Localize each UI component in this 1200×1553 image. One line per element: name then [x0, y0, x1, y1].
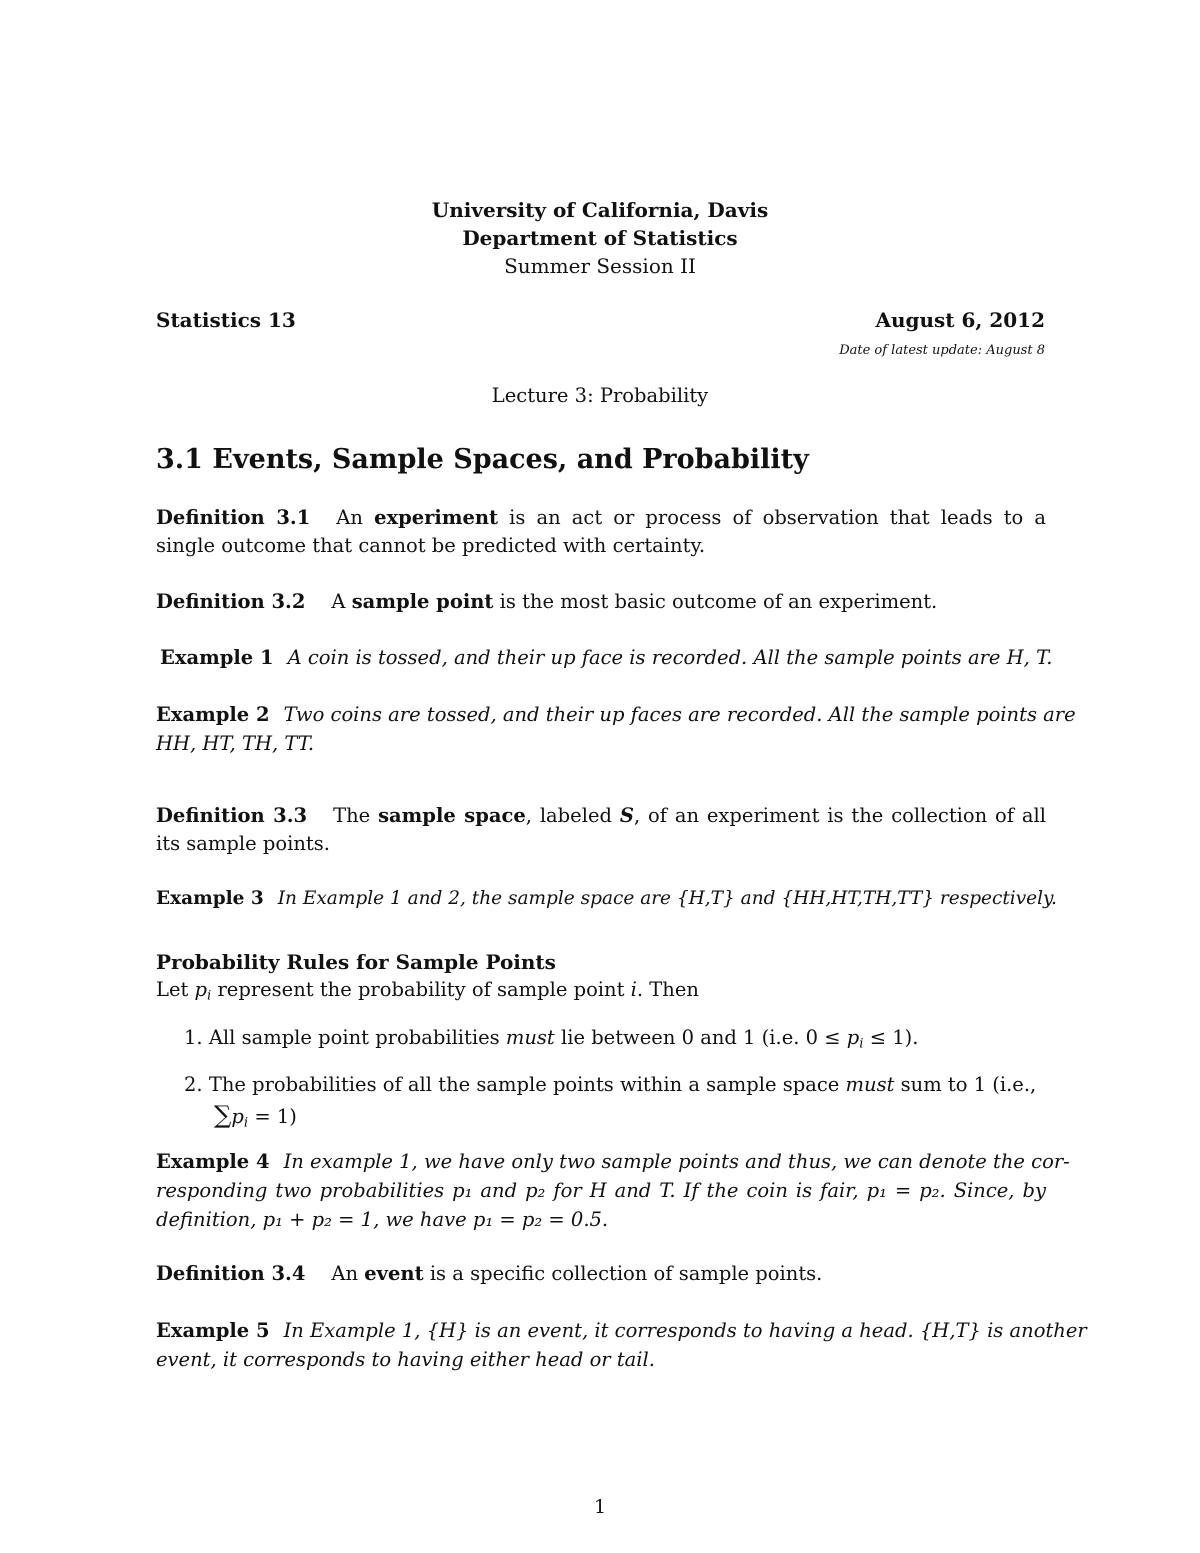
example-label: Example 1 — [160, 646, 274, 669]
university-name: University of California, Davis — [431, 198, 769, 222]
example-label: Example 4 — [156, 1150, 270, 1173]
example-label: Example 3 — [156, 888, 264, 909]
rules-text: = 1) — [254, 1105, 297, 1128]
lecture-title: Lecture 3: Probability — [491, 384, 709, 407]
example-3 — [156, 890, 1057, 909]
rules-intro — [156, 978, 699, 1004]
definition-3-3-line2: its sample points. — [156, 832, 330, 855]
definition-3-3 — [156, 806, 1046, 826]
example-4 — [156, 1150, 1070, 1173]
example-label: Example 2 — [156, 703, 270, 726]
definition-label: Definition 3.1 — [156, 506, 311, 529]
definition-term: experiment — [374, 506, 499, 529]
rules-text: . Then — [636, 978, 699, 1001]
definition-text: The — [333, 804, 371, 827]
definition-text: is a specific collection of sample points. — [429, 1262, 823, 1285]
emphasis-text: must — [505, 1026, 555, 1049]
list-number: 2. — [184, 1073, 203, 1096]
lecture-date: August 6, 2012 — [875, 308, 1045, 332]
example-label: Example 5 — [156, 1319, 270, 1342]
rules-heading: Probability Rules for Sample Points — [156, 950, 556, 974]
rules-text: represent the probability of sample point — [217, 978, 625, 1001]
example-text: Two coins are tossed, and their up faces are recorded. All the sample points are — [283, 703, 1076, 726]
emphasis-text: must — [845, 1073, 895, 1096]
sample-space-symbol: S — [619, 804, 634, 827]
rule-item-2-formula — [214, 1100, 297, 1131]
page-number: 1 — [593, 1496, 607, 1518]
definition-text: , of an experiment is the collection of all — [633, 804, 1046, 827]
definition-text: An — [331, 1262, 359, 1285]
definition-3-1 — [156, 508, 1046, 528]
session-name: Summer Session II — [504, 254, 696, 278]
rule-item-2 — [184, 1075, 1036, 1095]
rules-text: ≤ 1). — [869, 1026, 919, 1049]
definition-3-1-line2: single outcome that cannot be predicted with certainty. — [156, 534, 706, 557]
example-4-line3: definition, p₁ + p₂ = 1, we have p₁ = p₂ = 0.5. — [156, 1208, 609, 1231]
math-symbol: i — [630, 978, 637, 1001]
section-title: 3.1 Events, Sample Spaces, and Probability — [156, 444, 809, 475]
example-text: In Example 1, {H} is an event, it corresponds to having a head. {H,T} is another — [283, 1319, 1087, 1342]
definition-term: sample point — [351, 590, 494, 613]
definition-text: is the most basic outcome of an experiment. — [499, 590, 938, 613]
example-text: In example 1, we have only two sample points and thus, we can denote the cor- — [283, 1150, 1070, 1173]
rules-text: Let — [156, 978, 189, 1001]
definition-text: An — [336, 506, 363, 529]
math-symbol: $p_i$ — [194, 978, 212, 1004]
rules-text: sum to 1 (i.e., — [900, 1073, 1037, 1096]
definition-text: , labeled — [525, 804, 612, 827]
example-5-line2: event, it corresponds to having either head or tail. — [156, 1348, 655, 1371]
definition-text: A — [331, 590, 346, 613]
definition-term: sample space — [378, 804, 526, 827]
list-number: 1. — [184, 1026, 203, 1049]
math-symbol: $p_i$ — [231, 1105, 249, 1131]
example-1 — [160, 648, 1052, 668]
example-text: A coin is tossed, and their up face is recorded. All the sample points are H, T. — [287, 646, 1053, 669]
example-4-line2: responding two probabilities p₁ and p₂ for H and T. If the coin is fair, p₁ = p₂. Since, by — [156, 1179, 1046, 1202]
example-text: In Example 1 and 2, the sample space are {H,T} and {HH,HT,TH,TT} respectively. — [277, 888, 1057, 909]
math-symbol: $p_i$ — [846, 1026, 864, 1052]
example-5 — [156, 1319, 1087, 1342]
definition-3-2 — [156, 592, 937, 612]
definition-3-4 — [156, 1264, 822, 1284]
definition-label: Definition 3.4 — [156, 1262, 306, 1285]
rule-item-1 — [184, 1026, 919, 1052]
definition-text: is an act or process of observation that leads to a — [509, 506, 1047, 529]
rules-text: lie between 0 and 1 (i.e. 0 ≤ — [560, 1026, 841, 1049]
department-name: Department of Statistics — [462, 226, 738, 250]
definition-label: Definition 3.2 — [156, 590, 306, 613]
definition-label: Definition 3.3 — [156, 804, 308, 827]
update-note: Date of latest update: August 8 — [839, 343, 1045, 358]
sum-symbol: ∑ — [214, 1100, 232, 1129]
example-2-line2: HH, HT, TH, TT. — [156, 732, 315, 755]
example-2 — [156, 703, 1076, 726]
rules-text: All sample point probabilities — [208, 1026, 500, 1049]
course-name: Statistics 13 — [156, 308, 296, 332]
rules-text: The probabilities of all the sample points within a sample space — [208, 1073, 840, 1096]
definition-term: event — [364, 1262, 424, 1285]
